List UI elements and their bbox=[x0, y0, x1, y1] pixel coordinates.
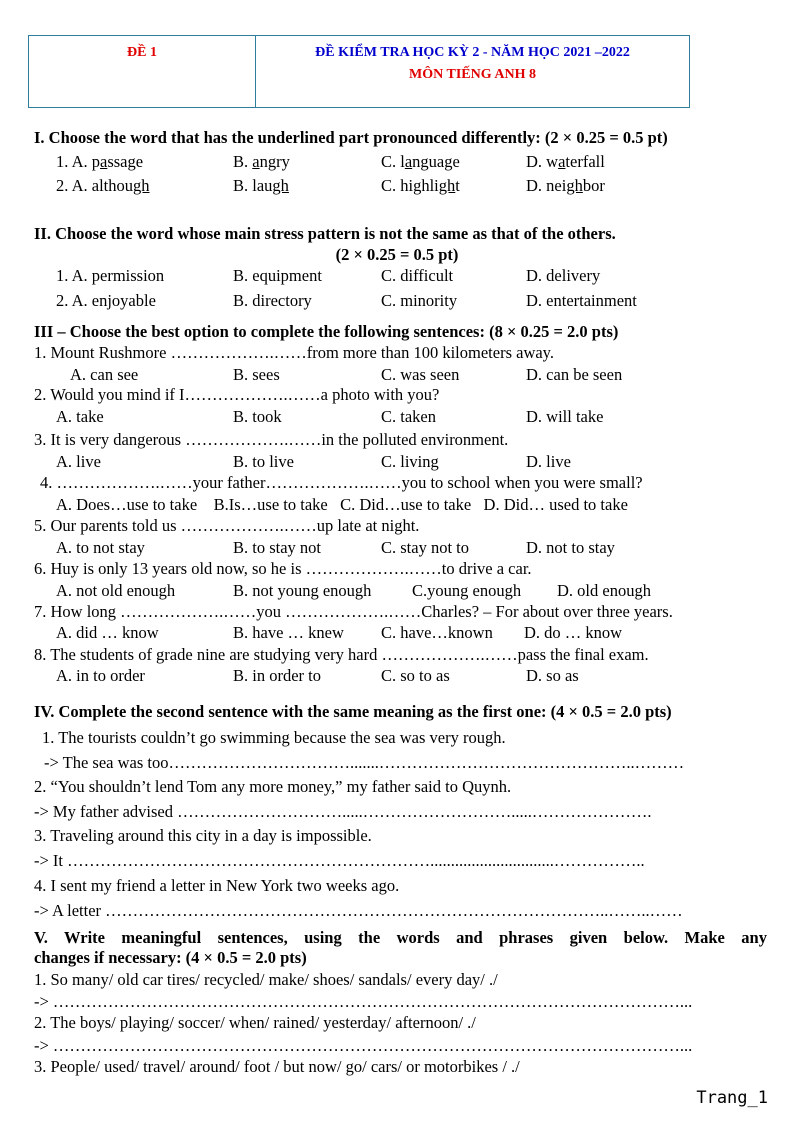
section-2-title: II. Choose the word whose main stress pattern is not the same as that of the others. bbox=[34, 224, 616, 243]
section-5-title-line1: V. Write meaningful sentences, using the words and phrases given below. Make any bbox=[34, 928, 767, 947]
section-1-title: I. Choose the word that has the underlined part pronounced differently: (2 × 0.25 = 0.5 pt) bbox=[34, 128, 668, 147]
s3-q2-b: B. took bbox=[233, 407, 282, 426]
s3-q2-a: A. take bbox=[56, 407, 104, 426]
s1-q1-b: B. angry bbox=[233, 152, 290, 171]
s2-q1-a: 1. A. permission bbox=[56, 266, 165, 285]
s2-q1-d: D. delivery bbox=[526, 266, 601, 285]
s3-q5-c: C. stay not to bbox=[381, 538, 470, 557]
s4-a1-line: -> The sea was too…………………………….......………………………………………..……… bbox=[44, 753, 685, 772]
exam-title: ĐỀ KIỂM TRA HỌC KỲ 2 - NĂM HỌC 2021 –2022 bbox=[315, 45, 630, 60]
s3-q8-a: A. in to order bbox=[56, 666, 145, 685]
exam-header-box bbox=[28, 35, 690, 108]
exam-subject: MÔN TIẾNG ANH 8 bbox=[409, 67, 536, 82]
s3-q7-a: A. did … know bbox=[56, 623, 159, 642]
s3-q2: 2. Would you mind if I……………….……a photo with you? bbox=[34, 385, 440, 404]
s3-q7-c: C. have…known bbox=[381, 623, 493, 642]
s3-q5-d: D. not to stay bbox=[526, 538, 615, 557]
s2-q2-c: C. minority bbox=[381, 291, 458, 310]
s3-q2-c: C. taken bbox=[381, 407, 436, 426]
s3-q3-b: B. to live bbox=[233, 452, 294, 471]
section-4-title: IV. Complete the second sentence with the same meaning as the first one: (4 × 0.5 = 2.0 pts) bbox=[34, 702, 672, 721]
s3-q6: 6. Huy is only 13 years old now, so he is ……………….……to drive a car. bbox=[34, 559, 532, 578]
s3-q3-c: C. living bbox=[381, 452, 439, 471]
s3-q1-c: C. was seen bbox=[381, 365, 460, 384]
s1-q1-c: C. language bbox=[381, 152, 460, 171]
s3-q8-d: D. so as bbox=[526, 666, 579, 685]
s3-q4-options: A. Does…use to take B.Is…use to take C. Did…use to take D. Did… used to take bbox=[56, 495, 628, 514]
s3-q8: 8. The students of grade nine are studying very hard ……………….……pass the final exam. bbox=[34, 645, 649, 664]
s3-q6-c: C.young enough bbox=[412, 581, 522, 600]
section-2-points: (2 × 0.25 = 0.5 pt) bbox=[335, 245, 459, 264]
s1-q2-c: C. highlight bbox=[381, 176, 460, 195]
s3-q1-d: D. can be seen bbox=[526, 365, 623, 384]
s5-q1: 1. So many/ old car tires/ recycled/ make/ shoes/ sandals/ every day/ ./ bbox=[34, 970, 498, 989]
s2-q2-a: 2. A. enjoyable bbox=[56, 291, 156, 310]
s2-q1-c: C. difficult bbox=[381, 266, 454, 285]
s1-q2-a: 2. A. although bbox=[56, 176, 150, 195]
section-5-title-line2: changes if necessary: (4 × 0.5 = 2.0 pts) bbox=[34, 948, 307, 967]
s3-q4: 4. ……………….……your father……………….……you to school when you were small? bbox=[40, 473, 643, 492]
s5-q3: 3. People/ used/ travel/ around/ foot / but now/ go/ cars/ or motorbikes / ./ bbox=[34, 1057, 520, 1076]
s3-q1-a: A. can see bbox=[70, 365, 139, 384]
s2-q1-b: B. equipment bbox=[233, 266, 322, 285]
s3-q5: 5. Our parents told us ……………….……up late at night. bbox=[34, 516, 420, 535]
s3-q3-a: A. live bbox=[56, 452, 101, 471]
s3-q7-d: D. do … know bbox=[524, 623, 623, 642]
s3-q8-c: C. so to as bbox=[381, 666, 450, 685]
s4-q3: 3. Traveling around this city in a day is impossible. bbox=[34, 826, 372, 845]
s4-a3-line: -> It …………………………………………………………..............................…………….. bbox=[34, 851, 645, 870]
s3-q3: 3. It is very dangerous ……………….……in the polluted environment. bbox=[34, 430, 509, 449]
s3-q2-d: D. will take bbox=[526, 407, 604, 426]
s3-q1: 1. Mount Rushmore ……………….……from more than 100 kilometers away. bbox=[34, 343, 554, 362]
s3-q5-b: B. to stay not bbox=[233, 538, 322, 557]
exam-code: ĐỀ 1 bbox=[127, 45, 157, 60]
s5-a2-line: -> ……………………………………………………………………………………………………... bbox=[34, 1036, 693, 1055]
s5-a1-line: -> ……………………………………………………………………………………………………... bbox=[34, 992, 693, 1011]
s4-q1: 1. The tourists couldn’t go swimming because the sea was very rough. bbox=[42, 728, 506, 747]
s1-q1-d: D. waterfall bbox=[526, 152, 605, 171]
s3-q8-b: B. in order to bbox=[233, 666, 321, 685]
s1-q2-d: D. neighbor bbox=[526, 176, 605, 195]
s5-q2: 2. The boys/ playing/ soccer/ when/ rained/ yesterday/ afternoon/ ./ bbox=[34, 1013, 476, 1032]
s3-q6-b: B. not young enough bbox=[233, 581, 372, 600]
s3-q6-a: A. not old enough bbox=[56, 581, 176, 600]
section-3-title: III – Choose the best option to complete the following sentences: (8 × 0.25 = 2.0 pts) bbox=[34, 322, 619, 341]
s1-q1-a: 1. A. passage bbox=[56, 152, 144, 171]
s1-q2-b: B. laugh bbox=[233, 176, 289, 195]
s3-q7: 7. How long ……………….……you ……………….……Charles? – For about over three years. bbox=[34, 602, 673, 621]
s4-a4-line: -> A letter ………………………………………………………………………………..……..…… bbox=[34, 901, 683, 920]
s3-q7-b: B. have … knew bbox=[233, 623, 344, 642]
s4-q4: 4. I sent my friend a letter in New York two weeks ago. bbox=[34, 876, 400, 895]
page-number: Trang_1 bbox=[696, 1088, 768, 1108]
s3-q3-d: D. live bbox=[526, 452, 571, 471]
s2-q2-d: D. entertainment bbox=[526, 291, 637, 310]
s4-q2: 2. “You shouldn’t lend Tom any more money,” my father said to Quynh. bbox=[34, 777, 512, 796]
s3-q5-a: A. to not stay bbox=[56, 538, 145, 557]
s2-q2-b: B. directory bbox=[233, 291, 312, 310]
s3-q1-b: B. sees bbox=[233, 365, 280, 384]
s4-a2-line: -> My father advised ………………………….....……………………….....…………………. bbox=[34, 802, 652, 821]
s3-q6-d: D. old enough bbox=[557, 581, 651, 600]
